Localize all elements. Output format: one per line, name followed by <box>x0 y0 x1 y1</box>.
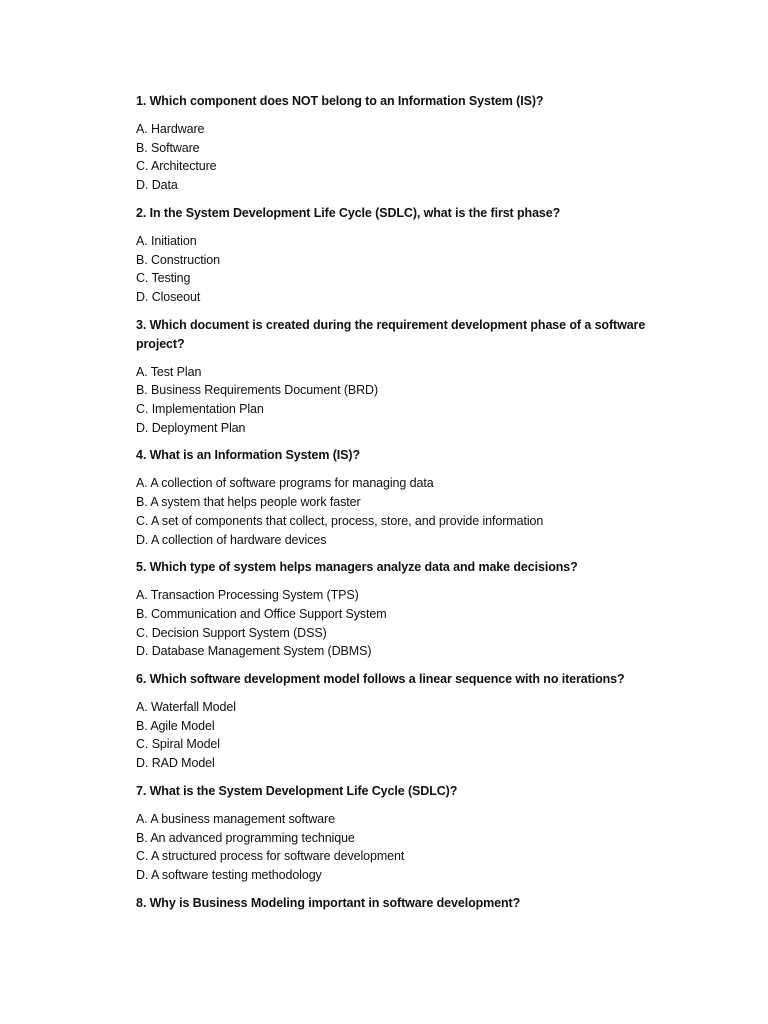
option-list <box>136 698 656 773</box>
option-letter: C. <box>136 271 149 286</box>
option-text: A business management software <box>150 811 335 826</box>
option-letter: C. <box>136 159 149 174</box>
option-list <box>136 474 656 549</box>
answer-option <box>136 251 656 270</box>
answer-option <box>136 232 656 251</box>
question-4 <box>136 446 656 549</box>
option-text: Closeout <box>151 289 201 304</box>
option-letter: C. <box>136 849 149 864</box>
answer-option <box>136 642 656 661</box>
option-letter: A. <box>136 364 148 379</box>
option-text: Decision Support System (DSS) <box>151 625 327 640</box>
answer-option <box>136 624 656 643</box>
option-text: Deployment Plan <box>151 420 246 435</box>
answer-option <box>136 288 656 307</box>
option-letter: D. <box>136 644 149 659</box>
option-letter: A. <box>136 811 148 826</box>
option-text: A software testing methodology <box>151 867 322 882</box>
option-text: Spiral Model <box>151 737 220 752</box>
option-text: RAD Model <box>151 756 215 771</box>
option-list <box>136 810 656 885</box>
question-text <box>136 446 656 465</box>
option-letter: B. <box>136 606 148 621</box>
question-1 <box>136 92 656 195</box>
option-letter: B. <box>136 495 148 510</box>
question-7 <box>136 782 656 885</box>
option-text: Transaction Processing System (TPS) <box>150 588 359 603</box>
answer-option <box>136 363 656 382</box>
option-text: Testing <box>151 271 191 286</box>
question-8 <box>136 894 656 913</box>
option-text: Waterfall Model <box>151 700 236 715</box>
question-text <box>136 92 656 111</box>
option-letter: D. <box>136 532 149 547</box>
answer-option <box>136 120 656 139</box>
option-text: A system that helps people work faster <box>150 495 361 510</box>
question-number: 1. <box>136 94 147 108</box>
option-list <box>136 363 656 438</box>
option-text: Data <box>151 178 178 193</box>
option-text: Initiation <box>151 233 197 248</box>
question-prompt: Which component does NOT belong to an Information System (IS)? <box>149 94 544 108</box>
answer-option <box>136 139 656 158</box>
option-text: Hardware <box>151 122 205 136</box>
option-text: Implementation Plan <box>151 402 264 417</box>
option-text: Agile Model <box>150 718 215 733</box>
answer-option <box>136 381 656 400</box>
question-number: 3. <box>136 317 147 332</box>
question-text <box>136 894 656 913</box>
option-letter: C. <box>136 737 149 752</box>
option-letter: A. <box>136 476 148 491</box>
answer-option <box>136 735 656 754</box>
answer-option <box>136 847 656 866</box>
question-prompt: Which software development model follows a linear sequence with no iterations? <box>149 672 625 687</box>
answer-option <box>136 269 656 288</box>
option-letter: D. <box>136 420 149 435</box>
option-letter: C. <box>136 513 149 528</box>
answer-option <box>136 512 656 531</box>
question-prompt: What is an Information System (IS)? <box>149 448 361 463</box>
option-text: A collection of hardware devices <box>151 532 327 547</box>
option-text: Business Requirements Document (BRD) <box>151 383 379 398</box>
option-list <box>136 232 656 307</box>
answer-option <box>136 866 656 885</box>
option-text: A collection of software programs for managing data <box>150 476 434 491</box>
question-prompt: What is the System Development Life Cycle (SDLC)? <box>149 783 458 798</box>
question-text <box>136 558 656 577</box>
answer-option <box>136 419 656 438</box>
option-letter: A. <box>136 700 148 715</box>
option-text: An advanced programming technique <box>150 830 355 845</box>
option-letter: D. <box>136 289 149 304</box>
option-list <box>136 586 656 661</box>
answer-option <box>136 493 656 512</box>
option-text: Software <box>151 140 200 155</box>
question-number: 4. <box>136 448 147 463</box>
option-letter: C. <box>136 625 149 640</box>
answer-option <box>136 176 656 195</box>
question-3 <box>136 316 656 438</box>
question-prompt: Why is Business Modeling important in software development? <box>149 895 521 910</box>
question-prompt: Which document is created during the requirement development phase of a software project? <box>136 317 646 351</box>
option-text: A set of components that collect, process, store, and provide information <box>151 513 544 528</box>
option-letter: B. <box>136 830 148 845</box>
option-letter: D. <box>136 867 149 882</box>
option-text: Communication and Office Support System <box>151 606 387 621</box>
question-text <box>136 782 656 801</box>
question-prompt: In the System Development Life Cycle (SDLC), what is the first phase? <box>149 205 561 220</box>
option-list <box>136 120 656 195</box>
option-letter: A. <box>136 588 148 603</box>
answer-option <box>136 698 656 717</box>
question-2 <box>136 204 656 307</box>
option-letter: A. <box>136 122 148 136</box>
option-letter: B. <box>136 252 148 267</box>
answer-option <box>136 157 656 176</box>
question-6 <box>136 670 656 773</box>
option-letter: B. <box>136 383 148 398</box>
answer-option <box>136 586 656 605</box>
question-number: 8. <box>136 895 147 910</box>
question-number: 2. <box>136 205 147 220</box>
answer-option <box>136 474 656 493</box>
option-text: Construction <box>151 252 220 267</box>
option-text: Architecture <box>151 159 217 174</box>
option-letter: A. <box>136 233 148 248</box>
answer-option <box>136 400 656 419</box>
question-number: 5. <box>136 560 147 575</box>
answer-option <box>136 717 656 736</box>
answer-option <box>136 605 656 624</box>
option-letter: C. <box>136 402 149 417</box>
quiz-document <box>136 92 656 922</box>
option-text: Database Management System (DBMS) <box>151 644 372 659</box>
question-number: 6. <box>136 672 147 687</box>
question-prompt: Which type of system helps managers analyze data and make decisions? <box>149 560 578 575</box>
option-letter: D. <box>136 756 149 771</box>
answer-option <box>136 754 656 773</box>
option-letter: D. <box>136 178 149 193</box>
option-text: A structured process for software development <box>151 849 405 864</box>
answer-option <box>136 810 656 829</box>
answer-option <box>136 531 656 550</box>
option-letter: B. <box>136 718 148 733</box>
question-text <box>136 670 656 689</box>
question-5 <box>136 558 656 661</box>
answer-option <box>136 829 656 848</box>
question-text <box>136 316 656 354</box>
option-letter: B. <box>136 140 148 155</box>
option-text: Test Plan <box>150 364 202 379</box>
question-text <box>136 204 656 223</box>
question-number: 7. <box>136 783 147 798</box>
